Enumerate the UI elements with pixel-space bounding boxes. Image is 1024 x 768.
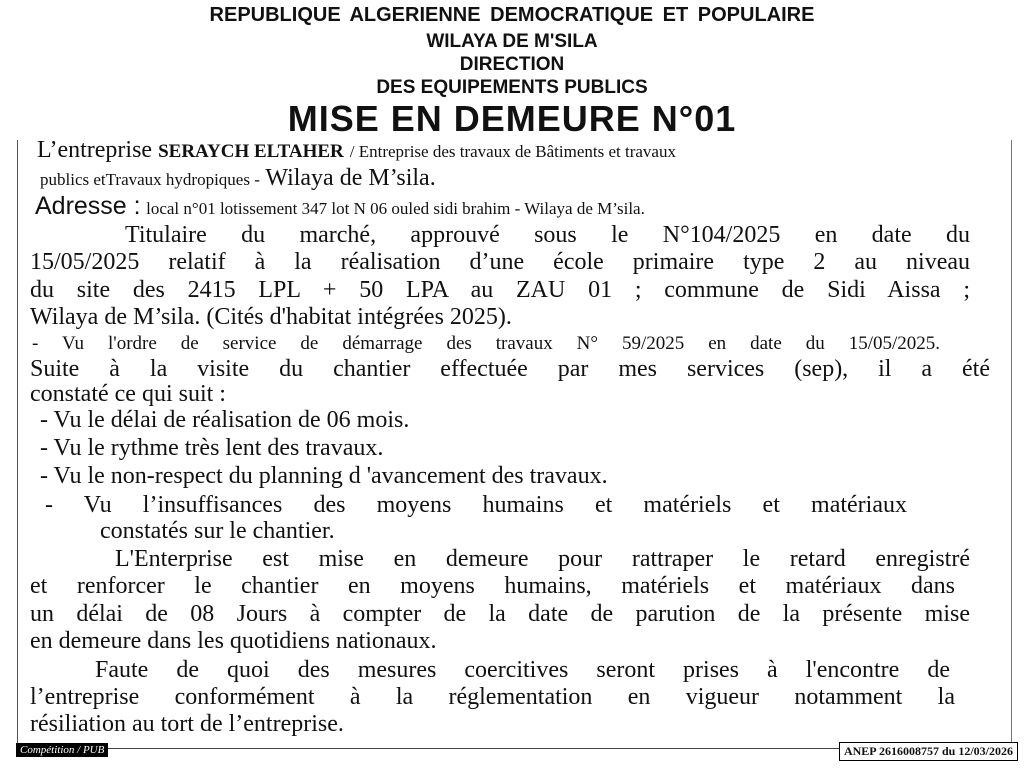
para1-line: 15/05/2025 relatif à la réalisation d’une école primaire type 2 au niveau [30, 249, 970, 275]
para4-line: Faute de quoi des mesures coercitives seront prises à l'encontre de [95, 657, 950, 683]
company-desc-2: publics etTravaux hydropiques - [40, 170, 260, 189]
para3-line: L'Enterprise est mise en demeure pour rattraper le retard enregistré [115, 546, 970, 572]
list-item: - Vu le rythme très lent des travaux. [40, 435, 384, 461]
address-line [35, 193, 645, 222]
list-item: - Vu l’insuffisances des moyens humains et matériels et matériaux [45, 492, 907, 518]
company-wilaya: Wilaya de M’sila. [265, 165, 436, 191]
company-line-2 [40, 165, 436, 193]
category-tag: Compétition / PUB [16, 743, 108, 757]
para3-line: en demeure dans les quotidiens nationaux. [30, 628, 437, 654]
anep-reference: ANEP 2616008757 du 12/03/2026 [839, 742, 1018, 761]
header-republic: REPUBLIQUE ALGERIENNE DEMOCRATIQUE ET POPULAIRE [209, 4, 815, 26]
header-direction: DIRECTION [459, 54, 565, 75]
header-department: DES EQUIPEMENTS PUBLICS [376, 77, 648, 98]
page-title: MISE EN DEMEURE N°01 [287, 98, 737, 139]
address-label: Adresse : [35, 192, 141, 220]
list-item: - Vu le non-respect du planning d 'avancement des travaux. [40, 463, 608, 489]
company-prefix: L’entreprise [37, 137, 153, 163]
company-name: SERAYCH ELTAHER [158, 141, 344, 162]
address-value: local n°01 lotissement 347 lot N 06 ouled sidi brahim - Wilaya de M’sila. [146, 199, 645, 218]
service-order-line: - Vu l'ordre de service de démarrage des travaux N° 59/2025 en date du 15/05/2025. [32, 333, 940, 354]
para2-line: Suite à la visite du chantier effectuée par mes services (sep), il a été [30, 356, 990, 382]
list-item: - Vu le délai de réalisation de 06 mois. [40, 407, 410, 433]
company-line [37, 137, 676, 165]
para4-line: l’entreprise conformément à la réglementation en vigueur notamment la [30, 684, 955, 710]
para1-line: Wilaya de M’sila. (Cités d'habitat intégrées 2025). [30, 304, 512, 330]
para2-line: constaté ce qui suit : [30, 381, 226, 407]
para1-line: du site des 2415 LPL + 50 LPA au ZAU 01 ; commune de Sidi Aissa ; [30, 277, 970, 303]
para1-line: Titulaire du marché, approuvé sous le N°104/2025 en date du [125, 222, 970, 248]
para3-line: et renforcer le chantier en moyens humains, matériels et matériaux dans [30, 573, 955, 599]
list-item-continued: constatés sur le chantier. [100, 518, 335, 544]
company-desc: / Entreprise des travaux de Bâtiments et travaux [349, 142, 676, 161]
header-wilaya: WILAYA DE M'SILA [426, 31, 598, 52]
para3-line: un délai de 08 Jours à compter de la date de parution de la présente mise [30, 601, 970, 627]
para4-line: résiliation au tort de l’entreprise. [30, 711, 344, 737]
